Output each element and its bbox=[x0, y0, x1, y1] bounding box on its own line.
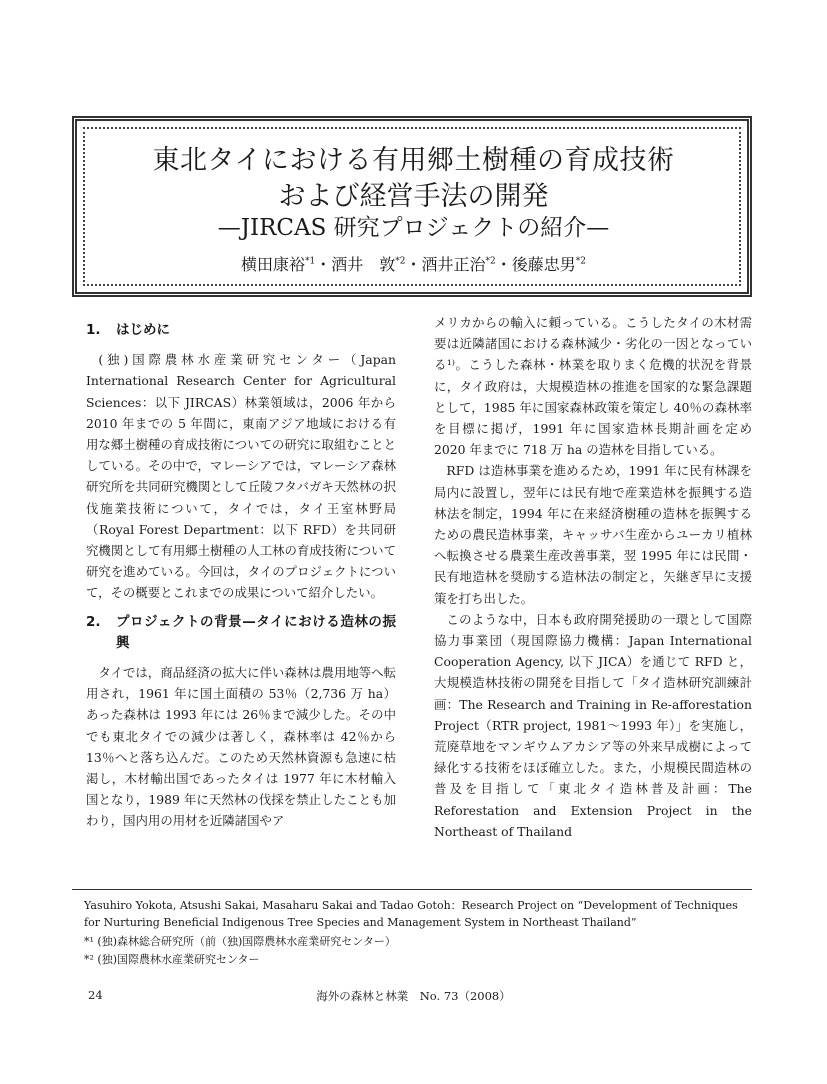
section-heading-2 bbox=[86, 612, 396, 654]
author-separator: ・ bbox=[495, 255, 512, 274]
section-title: プロジェクトの背景—タイにおける造林の振興 bbox=[116, 613, 396, 651]
section-number: 1. bbox=[86, 322, 101, 338]
footnote-2: *² (独)国際農林水産業研究センター bbox=[84, 953, 260, 966]
paragraph: タイでは，商品経済の拡大に伴い森林は農用地等へ転用され，1961 年に国土面積の 53％（2,736 万 ha）あった森林は 1993 年には 26％まで減少した。その中でも東北タイでの減少は著しく，森林率は 42％から 13％へと落ち込んだ。このため天然林資源も急速に枯渇し，木材輸出国であったタイは 1977 年に木材輸入国となり，1989 年に天然林の伐採を禁止したことも加わり，国内用の用材を近隣諸国やア bbox=[86, 665, 396, 829]
author-mark: *1 bbox=[304, 256, 316, 267]
footnote-1: *¹ (独)森林総合研究所（前（独)国際農林水産業研究センター） bbox=[84, 935, 396, 948]
title-line-2: および経営手法の開発 bbox=[278, 181, 549, 212]
author-separator: ・ bbox=[315, 255, 332, 274]
subtitle: —JIRCAS 研究プロジェクトの紹介— bbox=[217, 215, 610, 241]
paragraph: RFD は造林事業を進めるため，1991 年に民有林課を局内に設置し，翌年には民有地で産業造林を振興する造林法を制定，1994 年に在来経済樹種の造林を振興するための農民造林事業，キャッサバ生産からユーカリ植林へ転換させる農業生産改善事業，翌 1995 年には民間・民有地造林を奨励する造林法の制定と，矢継ぎ早に支援策を打ち出した。 bbox=[434, 463, 752, 606]
page-number: 24 bbox=[88, 988, 103, 1002]
section-title: はじめに bbox=[116, 322, 170, 338]
paragraph: (独)国際農林水産業研究センター（Japan International Research Center for Agricultural Sciences：以下 JIRCAS）林業領域は，2006 年から 2010 年までの 5 年間に，東南アジア地域における有用な郷土樹種の育成技術についての研究に取組むこととしている。その中で，マレーシアでは，マレーシア森林研究所を共同研究機関として丘陵フタバガキ天然林の択伐施業技術について，タイでは，タイ王室林野局（Royal Forest Department：以下 RFD）を共同研究機関として有用郷土樹種の人工林の育成技術について研究を進めている。今回は，タイのプロジェクトについて，その概要とこれまでの成果について紹介したい。 bbox=[86, 352, 396, 601]
left-column bbox=[86, 312, 396, 832]
section-number: 2. bbox=[86, 613, 101, 630]
footnote-english: Yasuhiro Yokota, Atsushi Sakai, Masaharu Sakai and Tadao Gotoh：Research Project on “Development of Techniques for Nurturing Beneficial Indigenous Tree Species and Management System in Northeast Thailand” bbox=[84, 899, 738, 929]
author-mark: *2 bbox=[485, 256, 496, 267]
author-list bbox=[0, 252, 827, 275]
author-separator: ・ bbox=[405, 255, 422, 274]
author-name: 横田康裕 bbox=[240, 255, 305, 274]
footnote-divider bbox=[72, 889, 752, 890]
paragraph: このような中，日本も政府開発援助の一環として国際協力事業団（現国際協力機構：Japan International Cooperation Agency, 以下 JICA）を通じて RFD と，大規模造林技術の開発を目指して「タイ造林研究訓練計画：The Research and Training in Re-afforestation Project（RTR project, 1981〜1993 年）」を実施し，荒廃草地をマンギウムアカシア等の外来早成樹によって緑化する技術をほぼ確立した。また，小規模民間造林の普及を目指して「東北タイ造林普及計画：The Reforestation and Extension Project in the Northeast of Thailand bbox=[434, 611, 752, 839]
author-mark: *2 bbox=[395, 256, 406, 267]
title-line-1: 東北タイにおける有用郷土樹種の育成技術 bbox=[152, 145, 675, 176]
right-column bbox=[434, 312, 752, 842]
author-name: 酒井正治 bbox=[421, 255, 486, 274]
paragraph: メリカからの輸入に頼っている。こうしたタイの木材需要は近隣諸国における森林減少・劣化の一因となっている¹⁾。こうした森林・林業を取りまく危機的状況を背景に，タイ政府は，大規模造林の推進を国家的な緊急課題として，1985 年に国家森林政策を策定し 40％の森林率を目標に掲げ，1991 年に国家造林長期計画を定め 2020 年までに 718 万 ha の造林を目指している。 bbox=[434, 315, 752, 458]
author-name: 酒井 敦 bbox=[331, 255, 396, 274]
journal-info: 海外の森林と林業 No. 73（2008） bbox=[316, 989, 511, 1003]
author-mark: *2 bbox=[575, 256, 587, 267]
author-name: 後藤忠男 bbox=[511, 255, 576, 274]
section-heading-1 bbox=[86, 320, 396, 341]
